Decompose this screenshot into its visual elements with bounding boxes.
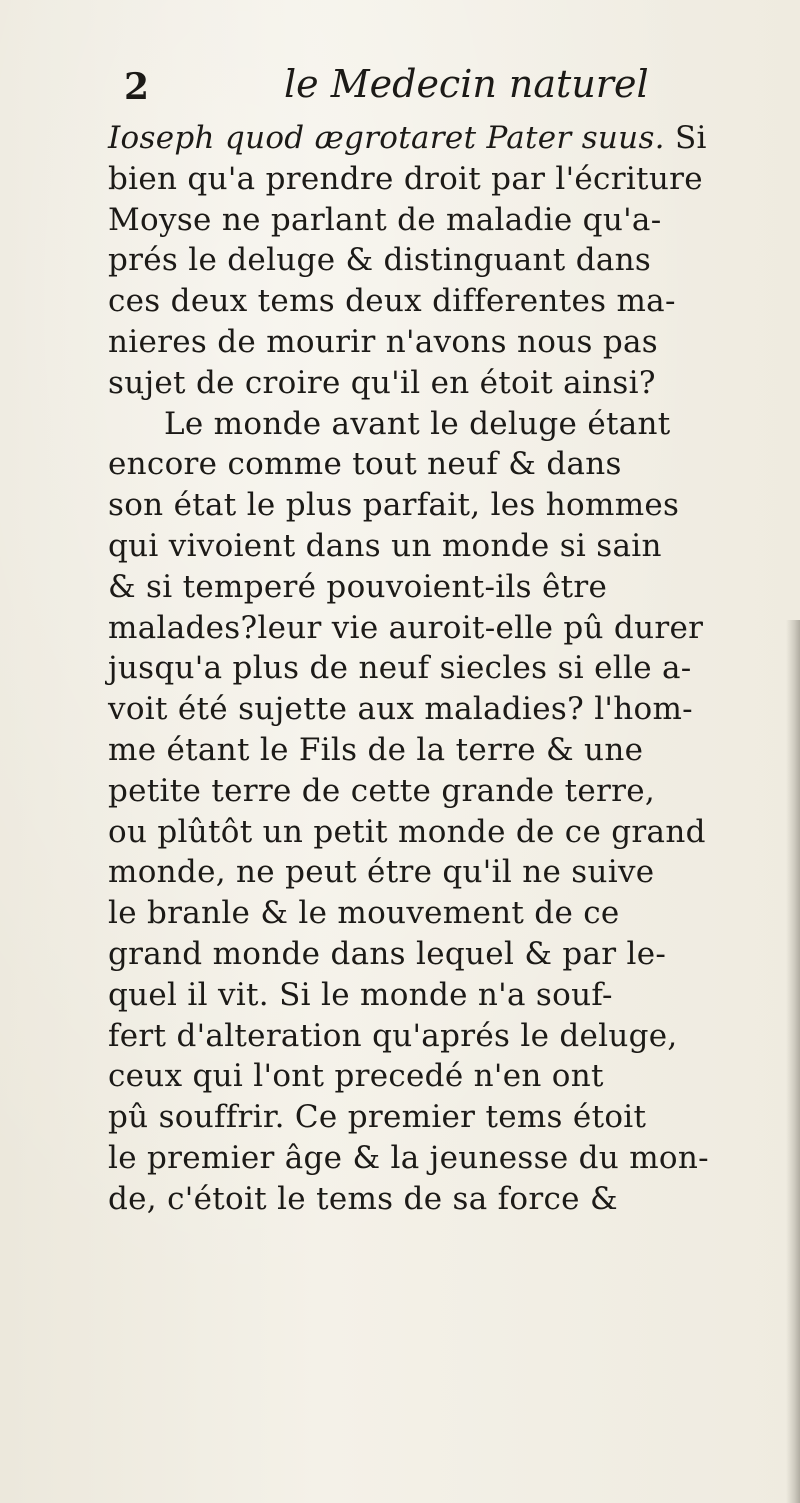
- text-line: malades?leur vie auroit-elle pû durer: [108, 609, 704, 646]
- text-line: encore comme tout neuf & dans: [108, 446, 622, 483]
- text-line: nieres de mourir n'avons nous pas: [108, 323, 658, 360]
- text-line: fert d'alteration qu'aprés le deluge,: [108, 1017, 678, 1054]
- text-line: grand monde dans lequel & par le-: [108, 935, 667, 972]
- text-line: petite terre de cette grande terre,: [108, 772, 656, 809]
- page-number: 2: [124, 66, 150, 108]
- text-line: voit été sujette aux maladies? l'hom-: [108, 691, 693, 728]
- text-line: sujet de croire qu'il en étoit ainsi?: [108, 364, 656, 401]
- text-line: [108, 118, 768, 159]
- text-line: me étant le Fils de la terre & une: [108, 731, 644, 768]
- text-line: le premier âge & la jeunesse du mon-: [108, 1139, 709, 1176]
- text-line: le branle & le mouvement de ce: [108, 895, 620, 932]
- text-line: & si temperé pouvoient-ils être: [108, 568, 608, 605]
- text-line: pû souffrir. Ce premier tems étoit: [108, 1099, 647, 1136]
- text-line: bien qu'a prendre droit par l'écriture: [108, 160, 703, 197]
- latin-quotation: Ioseph quod ægrotaret Pater suus.: [108, 120, 665, 156]
- text-line: ces deux tems deux differentes ma-: [108, 283, 676, 320]
- text-line: ou plûtôt un petit monde de ce grand: [108, 813, 706, 850]
- text-line: jusqu'a plus de neuf siecles si elle a-: [108, 650, 692, 687]
- text-line: Moyse ne parlant de maladie qu'a-: [108, 201, 662, 238]
- text-line: monde, ne peut étre qu'il ne suive: [108, 854, 655, 891]
- text-line: ceux qui l'ont precedé n'en ont: [108, 1058, 604, 1095]
- running-title: le Medecin naturel: [284, 62, 649, 106]
- page-edge-shadow: [786, 620, 800, 1503]
- body-text: [108, 118, 768, 1220]
- text-line: prés le deluge & distinguant dans: [108, 242, 652, 279]
- text-line: qui vivoient dans un monde si sain: [108, 527, 662, 564]
- paragraph-start-line: Le monde avant le deluge étant: [164, 405, 671, 442]
- text-line: son état le plus parfait, les hommes: [108, 487, 680, 524]
- text-line: quel il vit. Si le monde n'a souf-: [108, 976, 613, 1013]
- text-line: de, c'étoit le tems de sa force &: [108, 1180, 618, 1217]
- text-fragment: Si: [664, 120, 707, 156]
- page-header: [104, 62, 764, 112]
